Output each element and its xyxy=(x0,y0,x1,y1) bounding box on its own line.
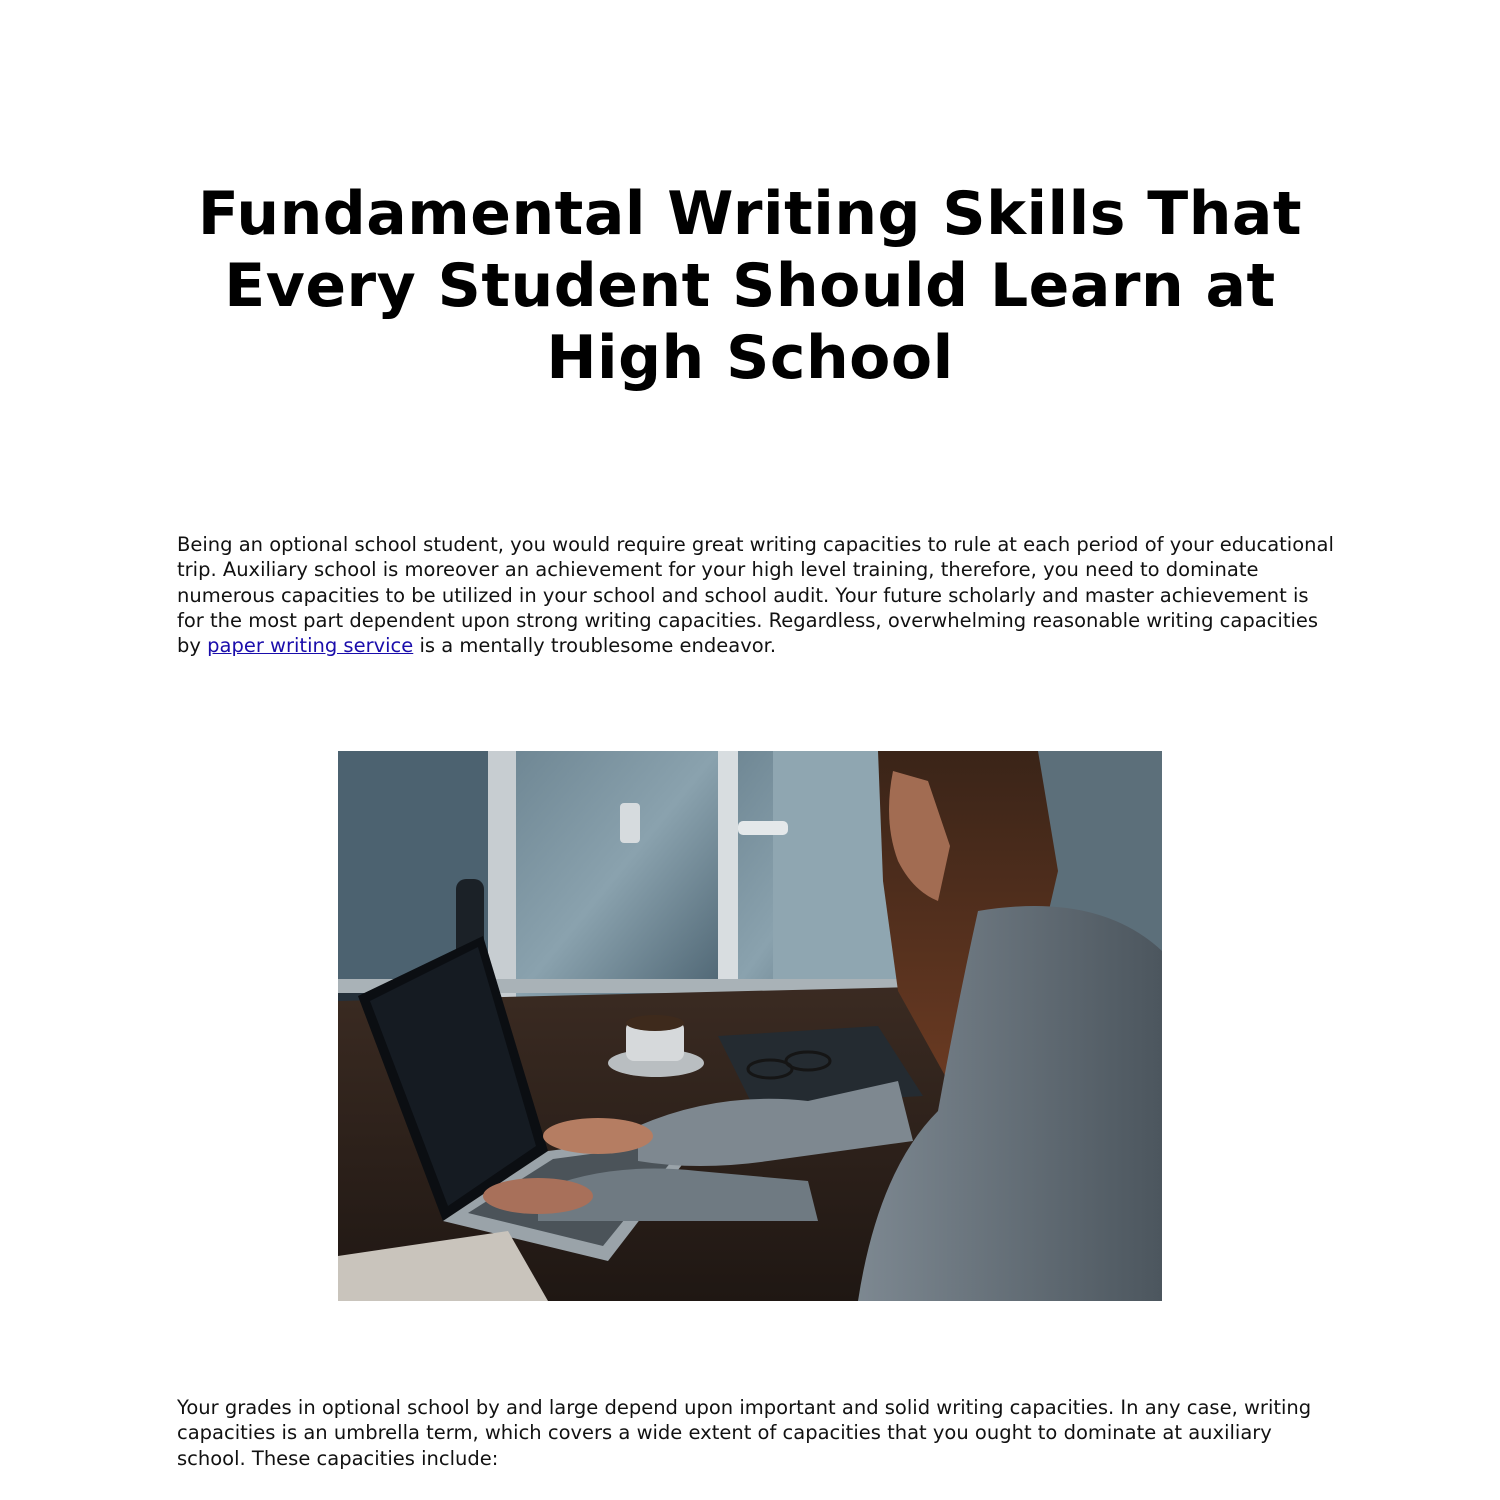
title-line-1: Fundamental Writing Skills That xyxy=(197,179,1303,249)
intro-text-end: is a mentally troublesome endeavor. xyxy=(413,634,777,658)
title-line-3: High School xyxy=(546,323,954,393)
page-title xyxy=(150,178,1350,394)
intro-text: Being an optional school student, you would require great writing capacities to rule at each period of your educational trip. Auxiliary school is moreover an achievement for your high level training, therefore, you need to dominate numerous capacities to be utilized in your school and school audit. Your future scholarly and master achievement is for the most part dependent upon strong writing capacities. Regardless, overwhelming reasonable writing capacities by xyxy=(177,533,1334,658)
title-line-2: Every Student Should Learn at xyxy=(224,251,1276,321)
photo-illustration xyxy=(338,751,1162,1301)
intro-paragraph xyxy=(177,532,1337,658)
paper-writing-service-link[interactable]: paper writing service xyxy=(207,634,414,658)
student-laptop-photo xyxy=(338,751,1162,1301)
body-paragraph: Your grades in optional school by and large depend upon important and solid writing capacities. In any case, writing capacities is an umbrella term, which covers a wide extent of capacities that you ought to dominate at auxiliary school. These capacities include: xyxy=(177,1396,1312,1470)
